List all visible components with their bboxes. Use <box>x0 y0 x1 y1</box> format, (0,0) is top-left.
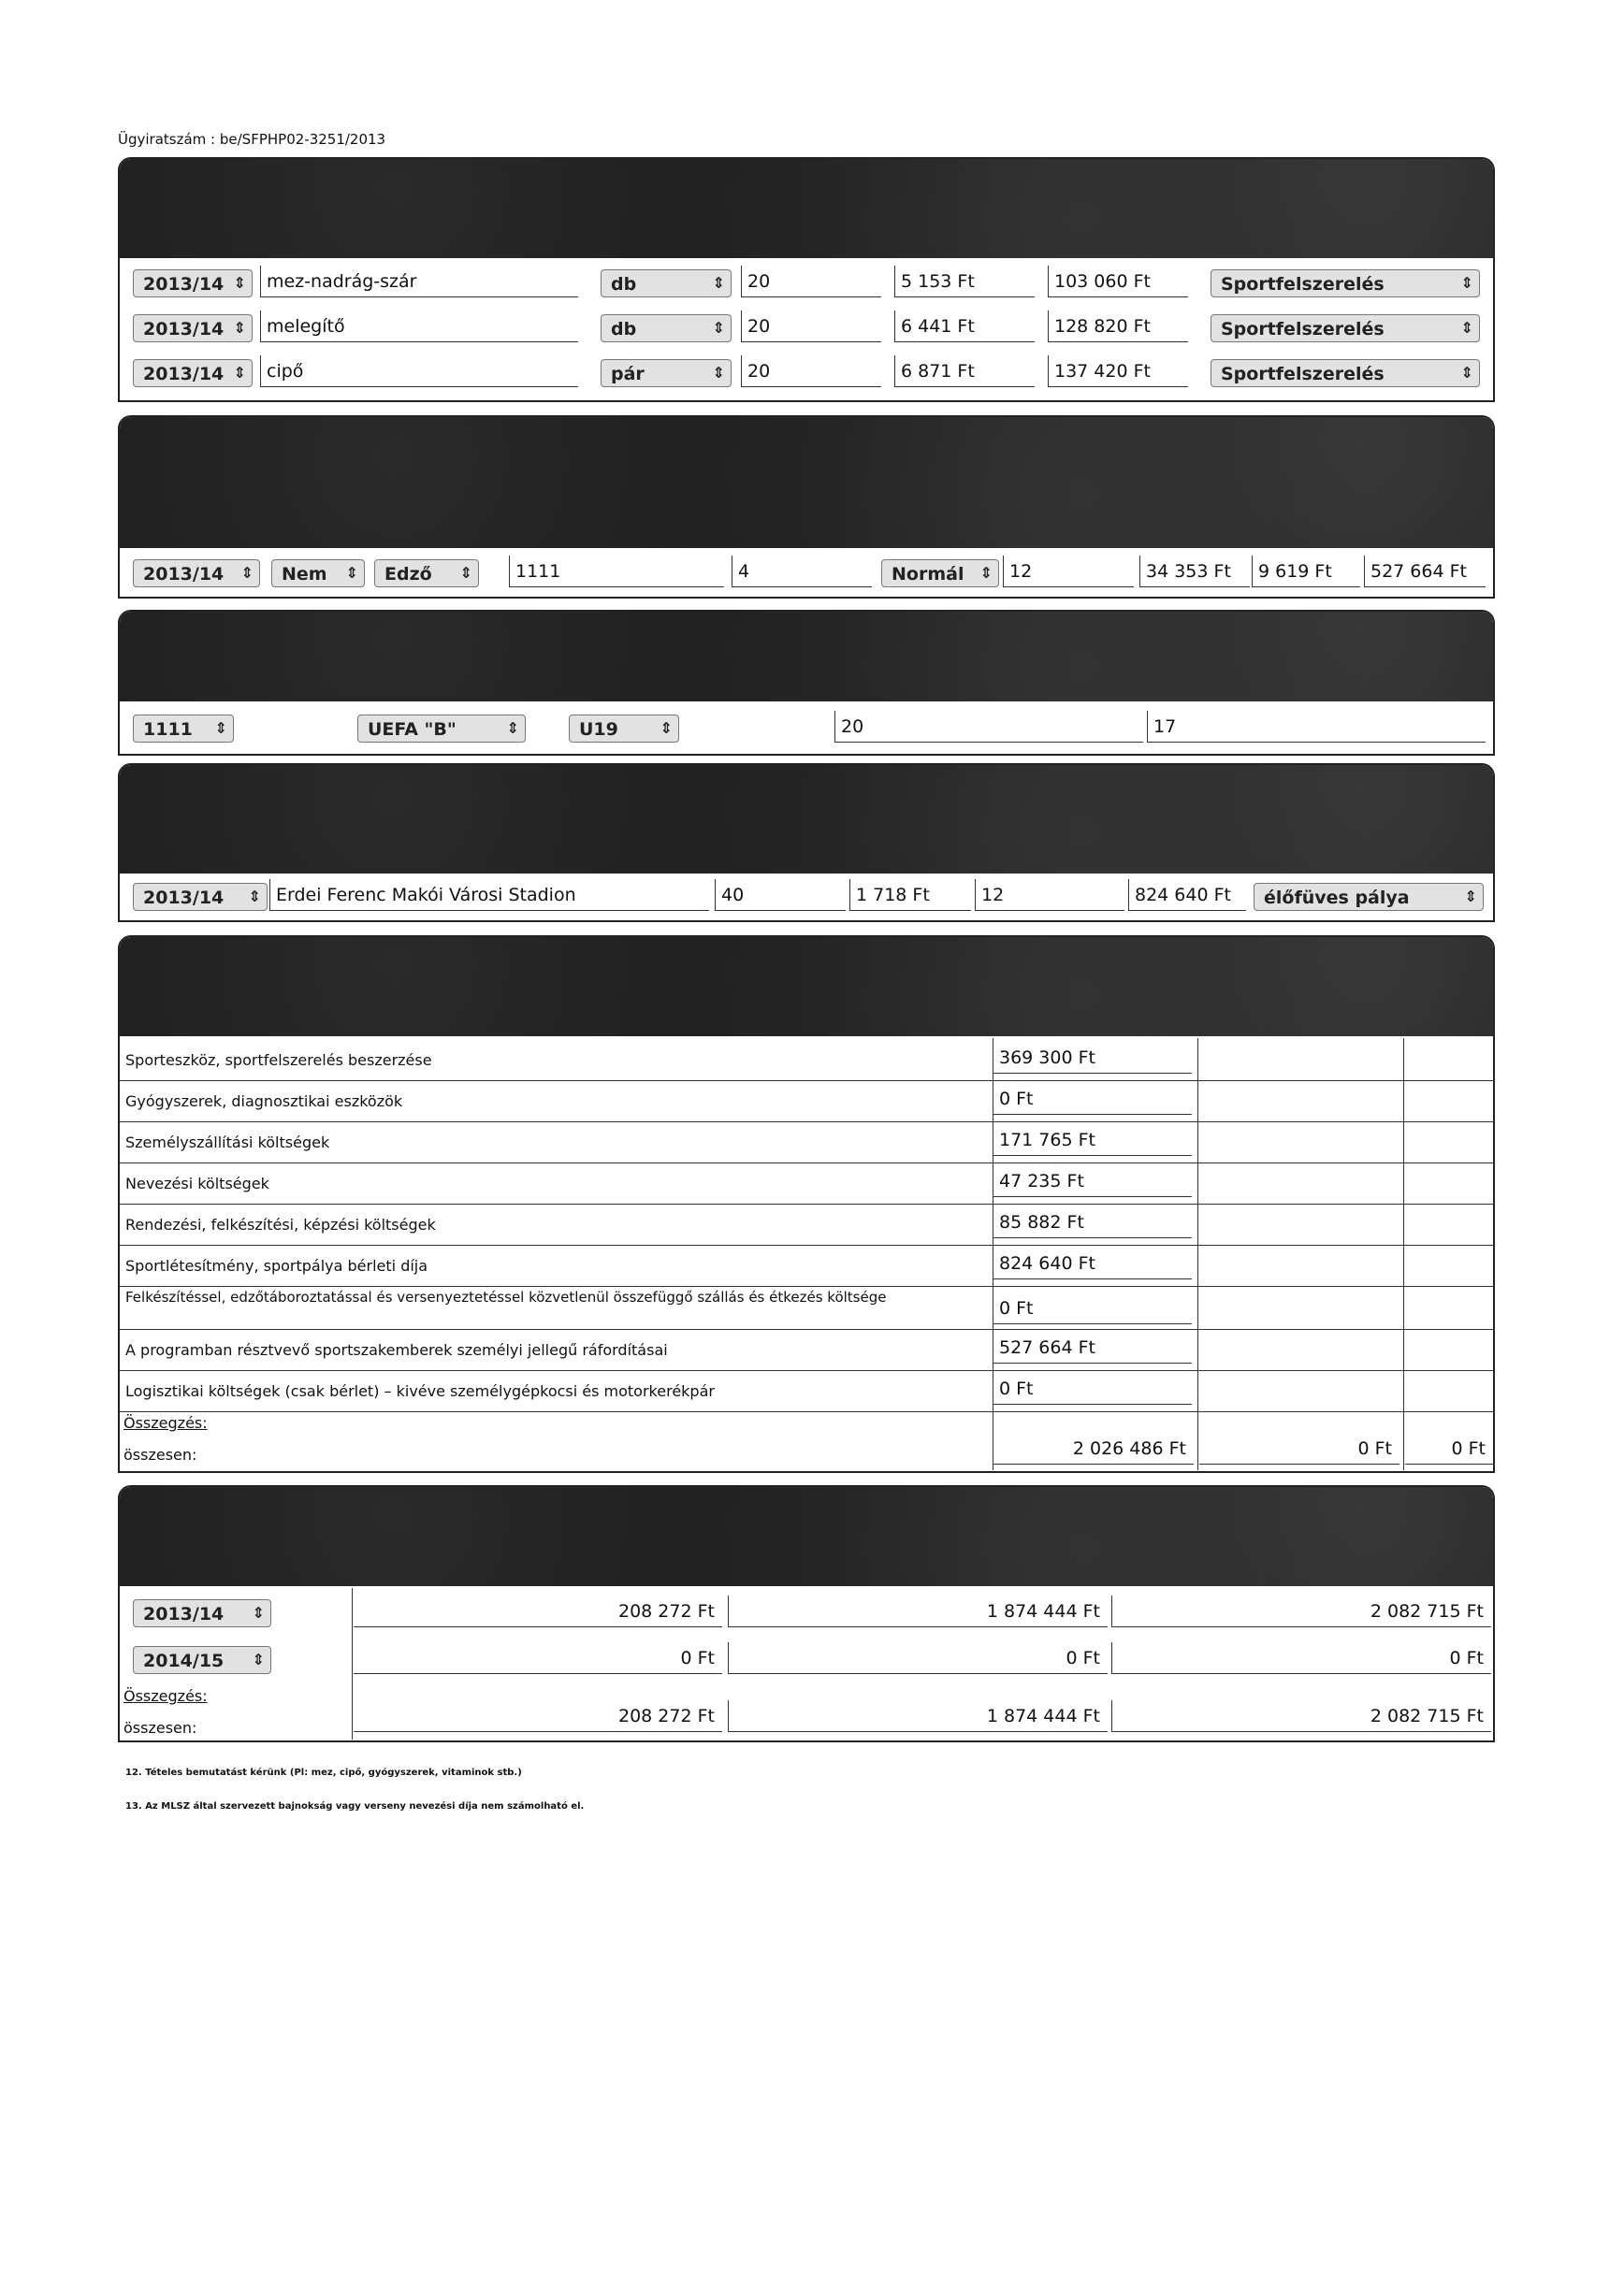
amount-field[interactable]: 2 082 715 Ft <box>1111 1596 1491 1627</box>
quantity-field[interactable]: 20 <box>741 355 881 387</box>
footnote: 13. Az MLSZ által szervezett bajnokság vagy verseny nevezési díja nem számolható el. <box>125 1801 585 1812</box>
table-row <box>120 1592 1493 1637</box>
chevron-updown-icon: ⇕ <box>712 319 725 337</box>
value-field[interactable]: 17 <box>1147 711 1486 743</box>
footnote: 12. Tételes bemutatást kérünk (Pl: mez, cipő, gyógyszerek, vitaminok stb.) <box>125 1768 522 1778</box>
cost-label: Sporteszköz, sportfelszerelés beszerzése <box>125 1051 432 1069</box>
value-field[interactable]: 20 <box>834 711 1143 743</box>
amount-field[interactable]: 1 874 444 Ft <box>728 1596 1108 1627</box>
cost-value-field[interactable]: 0 Ft <box>993 1083 1192 1115</box>
personnel-total-field[interactable]: 527 664 Ft <box>1364 556 1486 587</box>
grand-total-field[interactable]: 0 Ft <box>1199 1433 1399 1465</box>
facility-name-field[interactable]: Erdei Ferenc Makói Városi Stadion <box>269 879 709 911</box>
grand-total-field[interactable]: 0 Ft <box>1405 1433 1493 1465</box>
season-select[interactable]: 2013/14 ⇕ <box>133 559 260 587</box>
unit-select[interactable]: db ⇕ <box>601 314 732 342</box>
unit-select[interactable]: pár ⇕ <box>601 359 732 387</box>
cost-label: Nevezési költségek <box>125 1175 269 1192</box>
category-select[interactable]: Sportfelszerelés ⇕ <box>1211 359 1480 387</box>
facility-total-field[interactable]: 824 640 Ft <box>1128 879 1246 911</box>
amount-field[interactable]: 0 Ft <box>1111 1642 1491 1674</box>
total-field[interactable]: 103 060 Ft <box>1048 266 1188 297</box>
yesno-select[interactable]: Nem ⇕ <box>271 559 365 587</box>
cost-value-field[interactable]: 171 765 Ft <box>993 1124 1192 1156</box>
chevron-updown-icon: ⇕ <box>248 888 261 905</box>
table-row <box>120 554 1493 595</box>
contribution-field[interactable]: 9 619 Ft <box>1252 556 1360 587</box>
id-field[interactable]: 1111 <box>509 556 724 587</box>
table-row <box>120 354 1493 395</box>
amount-field[interactable]: 208 272 Ft <box>354 1596 722 1627</box>
summary-label: Összegzés: <box>123 1414 208 1432</box>
chevron-updown-icon: ⇕ <box>712 274 725 292</box>
chevron-updown-icon: ⇕ <box>1460 364 1473 382</box>
season-select[interactable]: 2014/15 ⇕ <box>133 1646 271 1674</box>
hours-field[interactable]: 40 <box>715 879 846 911</box>
license-select[interactable]: UEFA "B" ⇕ <box>357 715 526 743</box>
personnel-section <box>118 415 1495 599</box>
grand-total-field[interactable]: 2 026 486 Ft <box>993 1433 1194 1465</box>
table-row <box>120 877 1493 918</box>
cost-row <box>120 1081 1493 1122</box>
section-header-redacted <box>120 765 1493 874</box>
total-field[interactable]: 128 820 Ft <box>1048 310 1188 342</box>
case-number: Ügyiratszám : be/SFPHP02-3251/2013 <box>118 131 386 148</box>
cost-value-field[interactable]: 0 Ft <box>993 1373 1192 1405</box>
team-select[interactable]: U19 ⇕ <box>569 715 679 743</box>
section-header-redacted <box>120 159 1493 258</box>
role-select[interactable]: Edző ⇕ <box>374 559 479 587</box>
months-field[interactable]: 12 <box>1003 556 1134 587</box>
cost-row <box>120 1205 1493 1246</box>
section-header-redacted <box>120 937 1493 1036</box>
chevron-updown-icon: ⇕ <box>233 274 246 292</box>
cost-row <box>120 1122 1493 1163</box>
season-select[interactable]: 2013/14 ⇕ <box>133 314 253 342</box>
cost-row <box>120 1040 1493 1081</box>
table-row <box>120 264 1493 305</box>
months-field[interactable]: 12 <box>975 879 1124 911</box>
chevron-updown-icon: ⇕ <box>1460 319 1473 337</box>
chevron-updown-icon: ⇕ <box>214 719 227 737</box>
unit-select[interactable]: db ⇕ <box>601 269 732 297</box>
cost-row <box>120 1246 1493 1287</box>
chevron-updown-icon: ⇕ <box>712 364 725 382</box>
cost-row <box>120 1287 1493 1330</box>
cost-label: Gyógyszerek, diagnosztikai eszközök <box>125 1092 403 1110</box>
equipment-section <box>118 157 1495 402</box>
category-select[interactable]: Sportfelszerelés ⇕ <box>1211 314 1480 342</box>
amount-field[interactable]: 0 Ft <box>354 1642 722 1674</box>
chevron-updown-icon: ⇕ <box>252 1604 265 1622</box>
unit-price-field[interactable]: 6 441 Ft <box>894 310 1035 342</box>
cost-label: A programban résztvevő sportszakemberek személyi jellegű ráfordításai <box>125 1341 668 1359</box>
table-row <box>120 707 1493 752</box>
financing-section <box>118 1485 1495 1742</box>
section-header-redacted <box>120 417 1493 548</box>
unit-price-field[interactable]: 6 871 Ft <box>894 355 1035 387</box>
amount-field[interactable]: 0 Ft <box>728 1642 1108 1674</box>
chevron-updown-icon: ⇕ <box>506 719 519 737</box>
section-header-redacted <box>120 1487 1493 1586</box>
chevron-updown-icon: ⇕ <box>459 564 472 582</box>
quantity-field[interactable]: 20 <box>741 266 881 297</box>
mode-select[interactable]: Normál ⇕ <box>881 559 999 587</box>
season-select[interactable]: 2013/14 ⇕ <box>133 883 268 911</box>
table-row <box>120 309 1493 350</box>
cost-label: Személyszállítási költségek <box>125 1134 330 1151</box>
facility-type-select[interactable]: élőfüves pálya ⇕ <box>1254 883 1484 911</box>
cost-row <box>120 1371 1493 1412</box>
cost-value-field[interactable]: 85 882 Ft <box>993 1206 1192 1238</box>
cost-label: Sportlétesítmény, sportpálya bérleti díja <box>125 1257 428 1275</box>
total-amount-field[interactable]: 208 272 Ft <box>354 1700 722 1732</box>
cost-summary-section <box>118 935 1495 1473</box>
chevron-updown-icon: ⇕ <box>252 1651 265 1668</box>
total-amount-field[interactable]: 1 874 444 Ft <box>728 1700 1108 1732</box>
cost-value-field[interactable]: 47 235 Ft <box>993 1165 1192 1197</box>
item-name-field[interactable]: melegítő <box>260 310 578 342</box>
hourly-price-field[interactable]: 1 718 Ft <box>849 879 971 911</box>
cost-label: Logisztikai költségek (csak bérlet) – kivéve személygépkocsi és motorkerékpár <box>125 1382 715 1400</box>
count-field[interactable]: 4 <box>732 556 872 587</box>
cost-label: Rendezési, felkészítési, képzési költségek <box>125 1216 436 1234</box>
total-amount-field[interactable]: 2 082 715 Ft <box>1111 1700 1491 1732</box>
chevron-updown-icon: ⇕ <box>240 564 254 582</box>
section-header-redacted <box>120 612 1493 701</box>
chevron-updown-icon: ⇕ <box>1460 274 1473 292</box>
season-select[interactable]: 2013/14 ⇕ <box>133 269 253 297</box>
chevron-updown-icon: ⇕ <box>979 564 993 582</box>
chevron-updown-icon: ⇕ <box>345 564 358 582</box>
cost-value-field[interactable]: 369 300 Ft <box>993 1042 1192 1074</box>
season-select[interactable]: 2013/14 ⇕ <box>133 359 253 387</box>
item-name-field[interactable]: cipő <box>260 355 578 387</box>
season-select[interactable]: 2013/14 ⇕ <box>133 1599 271 1627</box>
category-select[interactable]: Sportfelszerelés ⇕ <box>1211 269 1480 297</box>
cost-label: Felkészítéssel, edzőtáboroztatással és versenyeztetéssel közvetlenül összefüggő szállás és étkezés költsége <box>125 1289 887 1306</box>
facility-section <box>118 763 1495 922</box>
id-select[interactable]: 1111 ⇕ <box>133 715 234 743</box>
cost-row <box>120 1330 1493 1371</box>
total-label: összesen: <box>123 1446 197 1464</box>
cost-value-field[interactable]: 0 Ft <box>993 1292 1192 1324</box>
chevron-updown-icon: ⇕ <box>1464 888 1477 905</box>
total-label: összesen: <box>123 1719 197 1737</box>
unit-price-field[interactable]: 5 153 Ft <box>894 266 1035 297</box>
cost-value-field[interactable]: 824 640 Ft <box>993 1248 1192 1279</box>
chevron-updown-icon: ⇕ <box>233 364 246 382</box>
cost-value-field[interactable]: 527 664 Ft <box>993 1332 1192 1364</box>
chevron-updown-icon: ⇕ <box>233 319 246 337</box>
summary-label: Összegzés: <box>123 1687 208 1705</box>
qualification-section <box>118 610 1495 756</box>
total-field[interactable]: 137 420 Ft <box>1048 355 1188 387</box>
item-name-field[interactable]: mez-nadrág-szár <box>260 266 578 297</box>
table-row <box>120 1639 1493 1683</box>
monthly-amount-field[interactable]: 34 353 Ft <box>1139 556 1250 587</box>
chevron-updown-icon: ⇕ <box>660 719 673 737</box>
quantity-field[interactable]: 20 <box>741 310 881 342</box>
cost-row <box>120 1163 1493 1205</box>
